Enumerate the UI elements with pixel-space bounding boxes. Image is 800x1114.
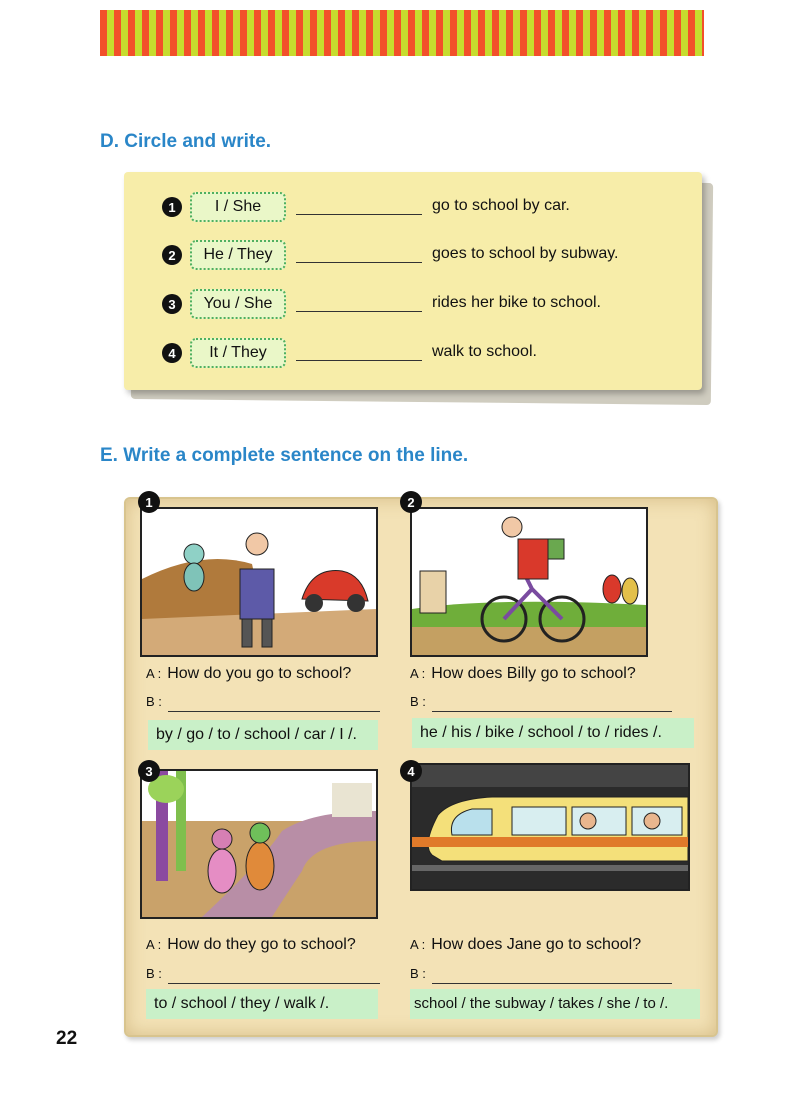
answer-line[interactable] (432, 983, 672, 984)
answer-line[interactable] (168, 983, 380, 984)
answer-blank[interactable] (296, 262, 422, 263)
exercise-row (124, 192, 702, 222)
illustration-car (140, 507, 378, 657)
number-badge: 3 (162, 294, 182, 314)
speaker-label: A : (146, 937, 162, 952)
sentence-ending: walk to school. (432, 343, 537, 360)
answer-b (410, 693, 432, 711)
choice-box[interactable]: I / She (190, 192, 286, 222)
exercise-row (124, 289, 702, 319)
answer-blank[interactable] (296, 360, 422, 361)
illustration-subway (410, 763, 690, 891)
sentence-ending: goes to school by subway. (432, 245, 619, 262)
answer-line[interactable] (432, 711, 672, 712)
illustration-bike (410, 507, 648, 657)
page-number: 22 (56, 1028, 78, 1049)
number-badge: 4 (162, 343, 182, 363)
number-badge: 1 (162, 197, 182, 217)
speaker-label: B : (410, 694, 426, 709)
section-d-panel (124, 172, 702, 390)
number-badge: 2 (162, 245, 182, 265)
number-badge: 1 (138, 491, 160, 513)
section-e-panel (124, 494, 718, 1037)
question-text: How does Jane go to school? (431, 936, 642, 953)
sentence-ending: rides her bike to school. (432, 294, 601, 311)
exercise-row (124, 240, 702, 270)
word-hint: to / school / they / walk /. (146, 989, 378, 1019)
speaker-label: B : (146, 694, 162, 709)
speaker-label: A : (410, 666, 426, 681)
answer-b (410, 965, 432, 983)
answer-line[interactable] (168, 711, 380, 712)
answer-blank[interactable] (296, 214, 422, 215)
number-badge: 3 (138, 760, 160, 782)
choice-box[interactable]: It / They (190, 338, 286, 368)
word-hint: school / the subway / takes / she / to /. (410, 989, 700, 1019)
choice-box[interactable]: He / They (190, 240, 286, 270)
number-badge: 4 (400, 760, 422, 782)
question-text: How do you go to school? (167, 665, 352, 682)
exercise-row (124, 338, 702, 368)
number-badge: 2 (400, 491, 422, 513)
answer-b (146, 965, 168, 983)
speaker-label: A : (410, 937, 426, 952)
question-a (146, 665, 351, 683)
question-text: How does Billy go to school? (431, 665, 636, 682)
speaker-label: A : (146, 666, 162, 681)
choice-box[interactable]: You / She (190, 289, 286, 319)
question-text: How do they go to school? (167, 936, 356, 953)
speaker-label: B : (146, 966, 162, 981)
section-e-title: E. Write a complete sentence on the line. (100, 445, 469, 466)
speaker-label: B : (410, 966, 426, 981)
word-hint: he / his / bike / school / to / rides /. (412, 718, 694, 748)
question-a (146, 936, 356, 954)
illustration-walk (140, 769, 378, 919)
question-a (410, 665, 636, 683)
sentence-ending: go to school by car. (432, 197, 570, 214)
answer-b (146, 693, 168, 711)
answer-blank[interactable] (296, 311, 422, 312)
question-a (410, 936, 641, 954)
decorative-stripe-bar (100, 10, 704, 56)
word-hint: by / go / to / school / car / I /. (148, 720, 378, 750)
section-d-title: D. Circle and write. (100, 131, 272, 152)
